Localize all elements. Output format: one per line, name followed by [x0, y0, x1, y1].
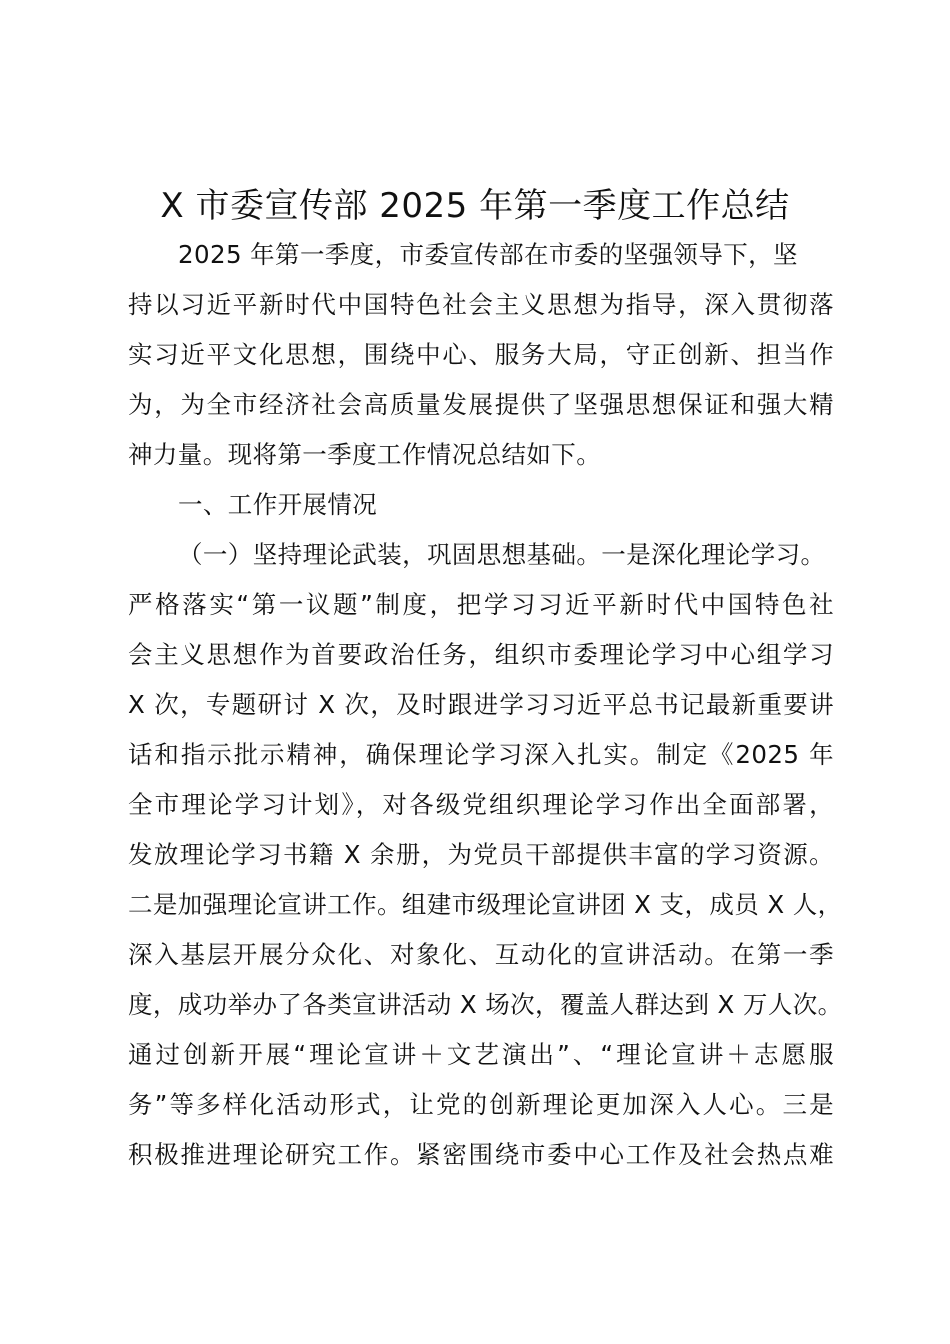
- paragraph-line: 话和指示批示精神，确保理论学习深入扎实。制定《2025 年: [128, 740, 834, 769]
- paragraph-line: 二是加强理论宣讲工作。组建市级理论宣讲团 X 支，成员 X 人，: [128, 890, 843, 919]
- paragraph-line: 务”等多样化活动形式，让党的创新理论更加深入人心。三是: [128, 1090, 834, 1119]
- section-heading: 一、工作开展情况: [178, 490, 378, 519]
- paragraph-line: 2025 年第一季度，市委宣传部在市委的坚强领导下，坚: [178, 240, 798, 269]
- paragraph-line: 神力量。现将第一季度工作情况总结如下。: [128, 440, 602, 469]
- paragraph-line: 全市理论学习计划》，对各级党组织理论学习作出全面部署，: [128, 790, 834, 819]
- document-title: X 市委宣传部 2025 年第一季度工作总结: [160, 186, 790, 226]
- paragraph-line: 积极推进理论研究工作。紧密围绕市委中心工作及社会热点难: [128, 1140, 834, 1169]
- paragraph-line: 为，为全市经济社会高质量发展提供了坚强思想保证和强大精: [128, 390, 834, 419]
- paragraph-line: 会主义思想作为首要政治任务，组织市委理论学习中心组学习: [128, 640, 834, 669]
- paragraph-line: 严格落实“第一议题”制度，把学习习近平新时代中国特色社: [128, 590, 834, 619]
- paragraph-line: 通过创新开展“理论宣讲＋文艺演出”、“理论宣讲＋志愿服: [128, 1040, 834, 1069]
- paragraph-line: 持以习近平新时代中国特色社会主义思想为指导，深入贯彻落: [128, 290, 834, 319]
- paragraph-line: （一）坚持理论武装，巩固思想基础。一是深化理论学习。: [178, 540, 826, 569]
- paragraph-line: 度，成功举办了各类宣讲活动 X 场次，覆盖人群达到 X 万人次。: [128, 990, 843, 1019]
- paragraph-line: 实习近平文化思想，围绕中心、服务大局，守正创新、担当作: [128, 340, 834, 369]
- paragraph-line: 发放理论学习书籍 X 余册，为党员干部提供丰富的学习资源。: [128, 840, 834, 869]
- paragraph-line: 深入基层开展分众化、对象化、互动化的宣讲活动。在第一季: [128, 940, 834, 969]
- paragraph-line: X 次，专题研讨 X 次，及时跟进学习习近平总书记最新重要讲: [128, 690, 834, 719]
